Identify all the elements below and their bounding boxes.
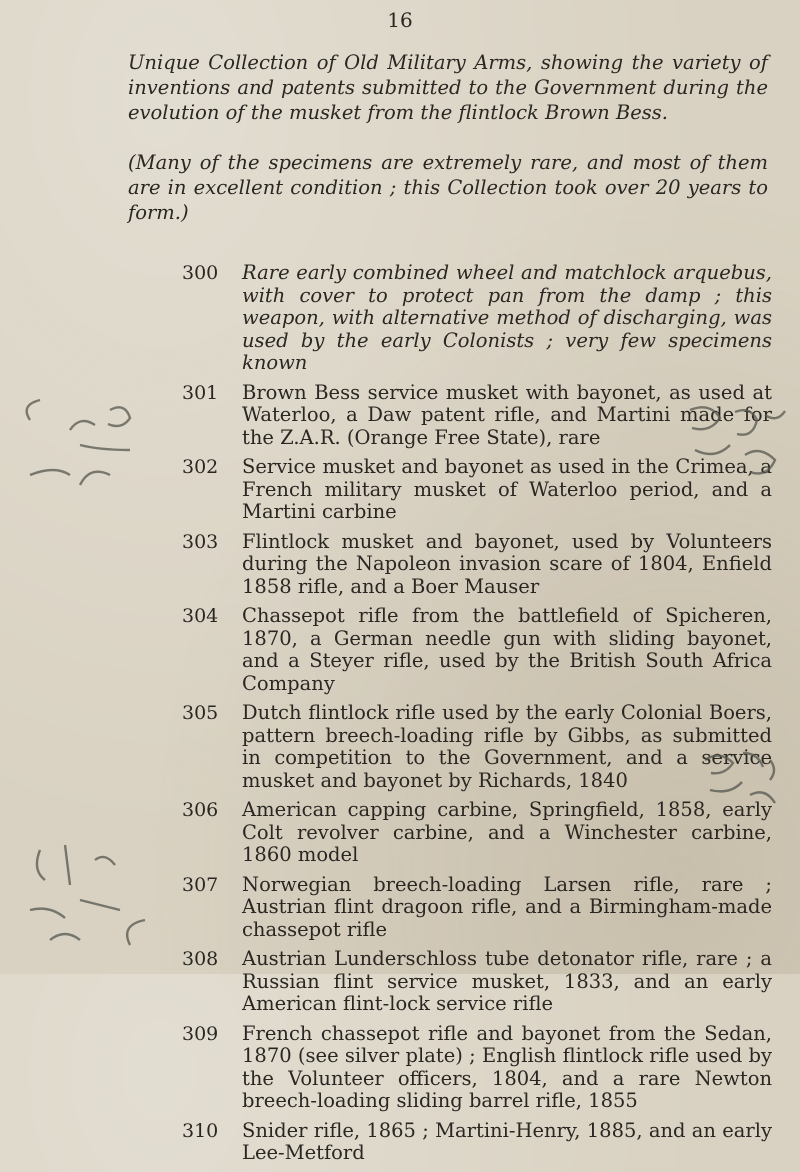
lot-number: 309	[182, 1022, 219, 1045]
lot-description: French chassepot rifle and bayonet from the Sedan, 1870 (see silver plate) ; English flintlock rifle used by the Volunteer officers, 1804, and a rare Newton breech-loading sliding barrel rifle, 1855	[242, 1021, 772, 1112]
lot-description: Rare early combined wheel and matchlock arquebus, with cover to protect pan from the damp ; this weapon, with alternative method of discharging, was used by the early Colonists ; very few specimens known	[242, 261, 772, 374]
lot-description: Flintlock musket and bayonet, used by Volunteers during the Napoleon invasion scare of 1804, Enfield 1858 rifle, and a Boer Mauser	[242, 529, 772, 598]
lot-description: Dutch flintlock rifle used by the early Colonial Boers, pattern breech-loading rifle by Gibbs, as submitted in competition to the Government, and a service musket and bayonet by Richards, 1840	[242, 701, 772, 792]
pencil-scribble-right-upper	[680, 400, 795, 490]
lot-description: Brown Bess service musket with bayonet, as used at Waterloo, a Daw patent rifle, and Martini made for the Z.A.R. (Orange Free State), rare	[242, 380, 772, 449]
pencil-scribble-right-lower	[695, 745, 790, 825]
lot-number: 302	[182, 456, 219, 478]
lot-number: 307	[182, 873, 219, 896]
lot-number: 304	[182, 605, 219, 627]
lot-number: 300	[182, 262, 219, 284]
lot-303	[182, 531, 772, 599]
collection-note: (Many of the specimens are extremely rare, and most of them are in excellent condition ; this Collection took over 20 years to form.)	[128, 151, 768, 224]
collection-intro: Unique Collection of Old Military Arms, showing the variety of inventions and patents submitted to the Government during the evolution of the musket from the flintlock Brown Bess.	[128, 51, 768, 124]
lot-310	[182, 1120, 772, 1165]
lot-306	[182, 799, 772, 867]
lot-description: Austrian Lunderschloss tube detonator rifle, rare ; a Russian flint service musket, 1833, and an early American flint-lock service rifle	[242, 947, 772, 1015]
lot-300	[182, 262, 772, 375]
lot-description: American capping carbine, Springfield, 1858, early Colt revolver carbine, and a Winchester carbine, 1860 model	[242, 798, 772, 866]
lot-description: Service musket and bayonet as used in the Crimea, a French military musket of Waterloo period, and a Martini carbine	[242, 455, 772, 523]
pencil-scribble-left-lower	[10, 830, 180, 970]
lot-309	[182, 1023, 772, 1113]
lot-308	[182, 948, 772, 1016]
lot-number: 310	[182, 1119, 219, 1142]
lot-number: 306	[182, 799, 219, 821]
lot-number: 308	[182, 948, 219, 970]
lot-description: Chassepot rifle from the battlefield of Spicheren, 1870, a German needle gun with sliding bayonet, and a Steyer rifle, used by the British South Africa Company	[242, 604, 772, 695]
pencil-scribble-left-upper	[10, 390, 180, 500]
lot-number: 301	[182, 381, 219, 404]
page-number: 16	[387, 8, 413, 32]
lot-number: 303	[182, 530, 219, 553]
lot-305	[182, 702, 772, 792]
lot-description: Norwegian breech-loading Larsen rifle, rare ; Austrian flint dragoon rifle, and a Birmingham-made chassepot rifle	[242, 872, 772, 941]
lot-list	[182, 262, 772, 1172]
lot-number: 305	[182, 702, 219, 724]
lot-description: Snider rifle, 1865 ; Martini-Henry, 1885, and an early Lee-Metford	[242, 1118, 772, 1164]
lot-304	[182, 605, 772, 695]
lot-307	[182, 874, 772, 942]
